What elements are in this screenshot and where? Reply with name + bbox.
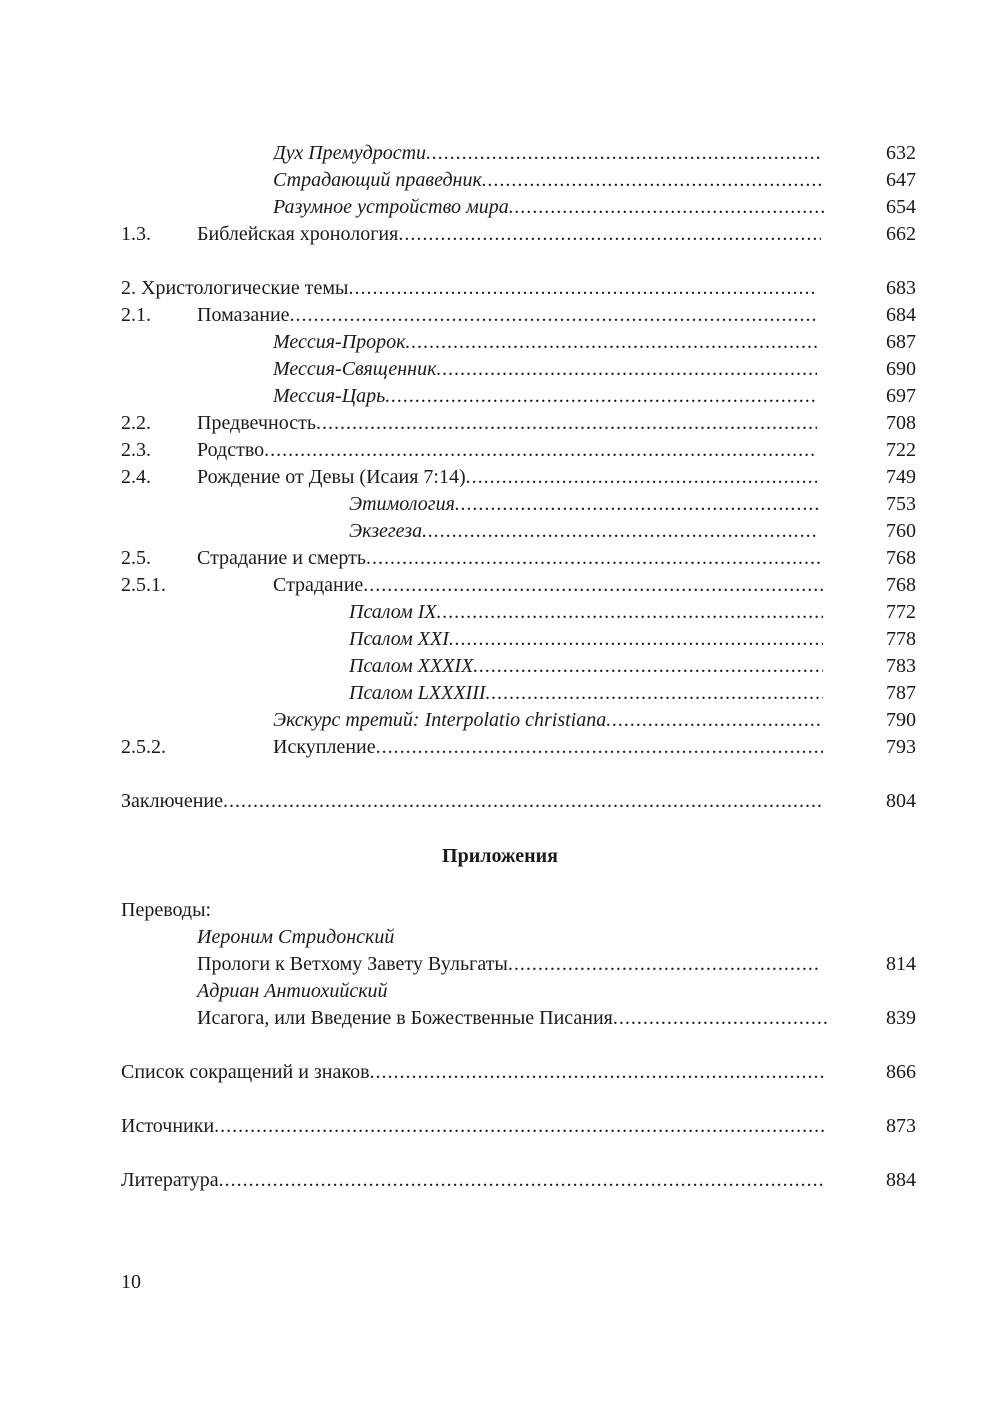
toc-title: Псалом XXI xyxy=(349,628,449,650)
toc-entry xyxy=(0,302,1000,329)
toc-title: Экзегеза xyxy=(349,520,423,542)
toc-title: Псалом IX xyxy=(349,601,437,623)
toc-page: 647 xyxy=(886,169,916,191)
toc-page: 654 xyxy=(886,196,916,218)
toc-entry xyxy=(0,707,1000,734)
toc-page: 753 xyxy=(886,493,916,515)
toc-page: 690 xyxy=(886,358,916,380)
toc-entry xyxy=(0,194,1000,221)
toc-entry xyxy=(0,437,1000,464)
toc-entry xyxy=(0,951,1000,978)
toc-page: 749 xyxy=(886,466,916,488)
toc-page: 697 xyxy=(886,385,916,407)
toc-title: Разумное устройство мира xyxy=(273,196,509,218)
toc-entry xyxy=(0,653,1000,680)
toc-title: Искупление xyxy=(273,736,376,758)
toc-number: 2.4. xyxy=(121,466,151,488)
toc-title: Страдание и смерть xyxy=(197,547,366,569)
toc-entry xyxy=(0,680,1000,707)
toc-title: Мессия-Пророк xyxy=(273,331,406,353)
toc-entry xyxy=(0,545,1000,572)
toc-title: 2. Христологические темы xyxy=(121,277,349,299)
toc-number: 2.5.2. xyxy=(121,736,166,758)
toc-page: 793 xyxy=(886,736,916,758)
toc-title: Псалом XXXIX xyxy=(349,655,474,677)
appendix-heading: Приложения xyxy=(442,845,558,867)
toc-title: Родство xyxy=(197,439,265,461)
toc-title: Экскурс третий: Interpolatio christiana xyxy=(273,709,607,731)
toc-entry xyxy=(0,788,1000,815)
toc-entry xyxy=(0,734,1000,761)
toc-entry xyxy=(0,329,1000,356)
toc-entry xyxy=(0,1113,1000,1140)
toc-page: 866 xyxy=(886,1061,916,1083)
toc-page: 684 xyxy=(886,304,916,326)
toc-page: 760 xyxy=(886,520,916,542)
translations-label: Переводы: xyxy=(121,899,212,921)
toc-page: 768 xyxy=(886,547,916,569)
toc-number: 2.5.1. xyxy=(121,574,166,596)
toc-title: Прологи к Ветхому Завету Вульгаты xyxy=(197,953,508,975)
toc-page: 804 xyxy=(886,790,916,812)
toc-number: 2.5. xyxy=(121,547,151,569)
toc-page: 873 xyxy=(886,1115,916,1137)
translation-author: Иероним Стридонский xyxy=(197,926,395,948)
toc-title: Мессия-Царь xyxy=(273,385,386,407)
toc-page: 814 xyxy=(886,953,916,975)
toc-title: Рождение от Девы (Исаия 7:14) xyxy=(197,466,466,488)
toc-page: 839 xyxy=(886,1007,916,1029)
toc-page: 632 xyxy=(886,142,916,164)
toc-page: 683 xyxy=(886,277,916,299)
toc-page: 722 xyxy=(886,439,916,461)
toc-entry xyxy=(0,140,1000,167)
page-number: 10 xyxy=(121,1271,141,1293)
toc-entry xyxy=(0,356,1000,383)
toc-entry xyxy=(0,626,1000,653)
toc-entry xyxy=(0,599,1000,626)
toc-entry xyxy=(0,1005,1000,1032)
toc-title: Страдание xyxy=(273,574,364,596)
toc-page: 772 xyxy=(886,601,916,623)
toc-entry xyxy=(0,275,1000,302)
toc-entry xyxy=(0,167,1000,194)
toc-entry xyxy=(0,410,1000,437)
toc-title: Псалом LXXXIII xyxy=(349,682,486,704)
toc-page: 783 xyxy=(886,655,916,677)
toc-entry xyxy=(0,383,1000,410)
toc-page: 790 xyxy=(886,709,916,731)
toc-entry xyxy=(0,221,1000,248)
toc-number: 2.3. xyxy=(121,439,151,461)
toc-entry xyxy=(0,518,1000,545)
toc-title: Мессия-Священник xyxy=(273,358,437,380)
toc-title: Страдающий праведник xyxy=(273,169,482,191)
toc-title: Исагога, или Введение в Божественные Писания xyxy=(197,1007,613,1029)
toc-page: 778 xyxy=(886,628,916,650)
toc-entry xyxy=(0,1167,1000,1194)
toc-number: 1.3. xyxy=(121,223,151,245)
toc-title: Литература xyxy=(121,1169,219,1191)
toc-title: Дух Премудрости xyxy=(273,142,427,164)
toc-page: 662 xyxy=(886,223,916,245)
toc-entry xyxy=(0,464,1000,491)
toc-page: 768 xyxy=(886,574,916,596)
toc-title: Этимология xyxy=(349,493,455,515)
toc-number: 2.2. xyxy=(121,412,151,434)
toc-title: Список сокращений и знаков xyxy=(121,1061,370,1083)
translation-author: Адриан Антиохийский xyxy=(197,980,388,1002)
toc-page: 787 xyxy=(886,682,916,704)
toc-number: 2.1. xyxy=(121,304,151,326)
toc-title: Предвечность xyxy=(197,412,316,434)
toc-title: Заключение xyxy=(121,790,223,812)
toc-page: 884 xyxy=(886,1169,916,1191)
toc-title: Помазание xyxy=(197,304,290,326)
toc-entry xyxy=(0,491,1000,518)
toc-title: Библейская хронология xyxy=(197,223,399,245)
toc-page: 708 xyxy=(886,412,916,434)
toc-entry xyxy=(0,1059,1000,1086)
toc-title: Источники xyxy=(121,1115,215,1137)
toc-entry xyxy=(0,572,1000,599)
toc-page: 687 xyxy=(886,331,916,353)
